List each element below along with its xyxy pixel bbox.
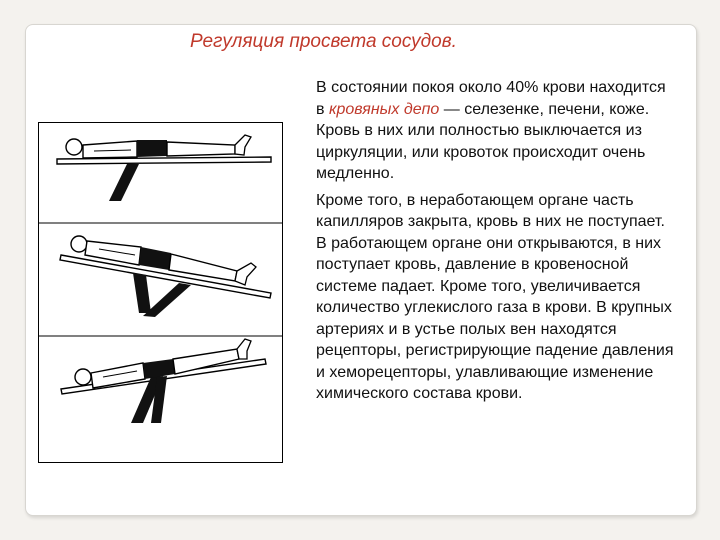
paragraph-blood-depots xyxy=(316,77,676,185)
paragraph-capillaries: Кроме того, в неработающем органе часть капилляров закрыта, кровь в них не поступает. В работающем органе они открываются, в них поступает кровь, давление в кровеносной системе падает. Кроме того, увеличивается количество углекислого газа в крови. В крупных артериях и в устье полых вен находятся рецепторы, регистрирующие падение давления и хеморецепторы, улавливающие изменение химического состава крови. xyxy=(316,191,674,402)
paragraph-1-start: В состоянии покоя около 40% крови находится в xyxy=(316,79,666,118)
tilt-table-illustration xyxy=(38,122,283,463)
blood-depots-term: кровяных депо xyxy=(328,100,440,118)
figure-position-head-down xyxy=(61,339,266,423)
slide-title: Регуляция просвета сосудов. xyxy=(190,31,457,52)
figure-position-head-up xyxy=(60,236,271,317)
body-text xyxy=(316,77,676,410)
paragraph-1-end: — селезенке, печени, коже. Кровь в них или полностью выключается из циркуляции, или кровоток происходит очень медленно. xyxy=(316,100,650,182)
figure-position-horizontal xyxy=(57,135,271,201)
